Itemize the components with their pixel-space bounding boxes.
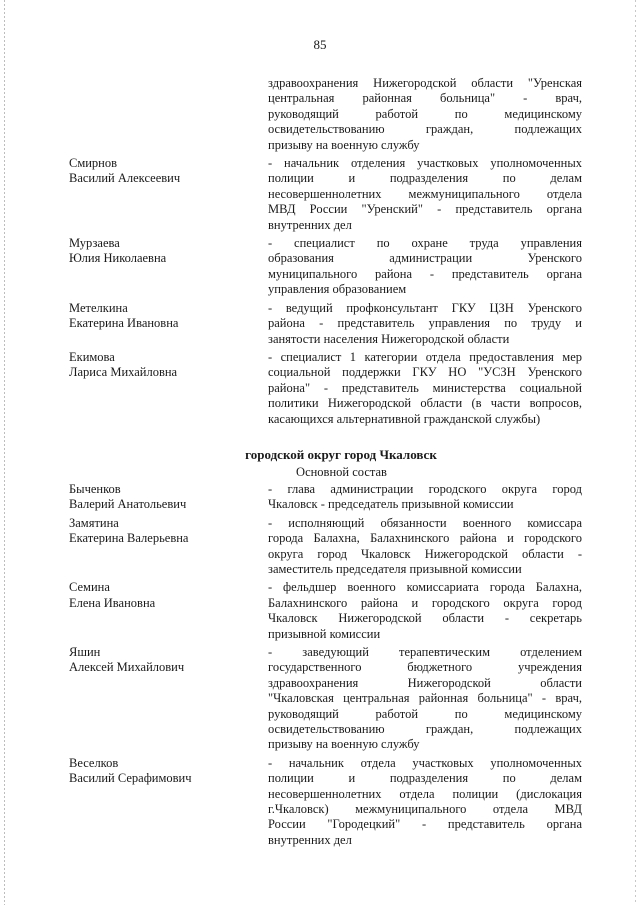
commission-list xyxy=(0,76,640,851)
role-text-line: внутренних дел xyxy=(268,217,352,232)
person-name xyxy=(0,580,268,642)
role-text-line: округа город Чкаловск Нижегородской области - xyxy=(268,546,582,561)
role-text-line: социальной поддержки ГКУ НО "УСЗН Уренского xyxy=(268,365,582,380)
commission-member xyxy=(0,482,640,513)
role-text-line: руководящий работой по медицинскому xyxy=(268,706,582,721)
role-text-line: касающихся альтернативной гражданской службы) xyxy=(268,411,541,426)
section-title: городской округ город Чкаловск xyxy=(245,446,437,462)
role-text-line: освидетельствованию граждан, подлежащих xyxy=(268,122,582,137)
person-role xyxy=(268,482,582,513)
role-text-line: образования администрации Уренского xyxy=(268,251,582,266)
role-text-line: несовершеннолетних межмуниципального отдела xyxy=(268,186,582,201)
block1-entries xyxy=(0,156,640,427)
role-text-line: - заведующий терапевтическим отделением xyxy=(268,645,582,659)
person-role xyxy=(268,580,582,642)
person-name xyxy=(0,156,268,233)
name-line: Веселков xyxy=(69,755,119,770)
role-text-line: муниципального района - представитель органа xyxy=(268,266,582,281)
person-role xyxy=(268,301,582,347)
name-line: Екимова xyxy=(69,349,115,364)
section2-entries xyxy=(0,482,640,848)
person-role xyxy=(268,76,582,153)
name-line: Быченков xyxy=(69,481,121,496)
commission-member xyxy=(0,156,640,233)
role-text-line: полиции и подразделения по делам xyxy=(268,771,582,786)
person-role xyxy=(268,156,582,233)
role-text-line: внутренних дел xyxy=(268,832,352,847)
person-role xyxy=(268,350,582,427)
person-name xyxy=(0,645,268,753)
role-text-line: несовершеннолетних отдела полиции (дислокация xyxy=(268,786,582,801)
person-name xyxy=(0,482,268,513)
person-name xyxy=(0,301,268,347)
section-subtitle: Основной состав xyxy=(296,464,387,479)
role-text-line: руководящий работой по медицинскому xyxy=(268,106,582,121)
role-text-line: - фельдшер военного комиссариата города Балахна, xyxy=(268,580,582,595)
name-line: Василий Серафимович xyxy=(69,771,192,786)
name-line: Екатерина Валерьевна xyxy=(69,531,189,546)
role-text-line: заместитель председателя призывной комиссии xyxy=(268,561,522,576)
role-text-line: - начальник отделения участковых уполномоченных xyxy=(268,156,582,171)
person-role xyxy=(268,236,582,298)
person-role xyxy=(268,516,582,578)
name-line: Алексей Михайлович xyxy=(69,660,185,675)
role-text-line: Чкаловск - председатель призывной комиссии xyxy=(268,497,514,512)
role-text-line: управления образованием xyxy=(268,282,407,297)
role-text-line: - ведущий профконсультант ГКУ ЦЗН Уренского xyxy=(268,300,582,315)
role-text-line: здравоохранения Нижегородской области "Уренская xyxy=(268,76,582,90)
role-text-line: государственного бюджетного учреждения xyxy=(268,660,582,675)
person-role xyxy=(268,645,582,753)
page-number: 85 xyxy=(313,37,327,52)
name-line: Смирнов xyxy=(69,156,118,171)
role-text-line: освидетельствованию граждан, подлежащих xyxy=(268,722,582,737)
role-text-line: политики Нижегородской области (в части вопросов, xyxy=(268,396,582,411)
person-name xyxy=(0,516,268,578)
name-line: Семина xyxy=(69,580,110,595)
role-text-line: Чкаловск Нижегородской области - секретарь xyxy=(268,611,582,626)
person-name xyxy=(0,236,268,298)
person-role xyxy=(268,756,582,848)
role-text-line: г.Чкаловск) межмуниципального отдела МВД xyxy=(268,802,582,817)
role-text-line: призыву на военную службу xyxy=(268,137,420,152)
role-text-line: Балахнинского района и городского округа город xyxy=(268,595,582,610)
role-text-line: - специалист по охране труда управления xyxy=(268,236,582,251)
role-text-line: призывной комиссии xyxy=(268,626,381,641)
person-name xyxy=(0,76,268,153)
role-text-line: "Чкаловская центральная районная больница" - врач, xyxy=(268,691,582,706)
name-line: Юлия Николаевна xyxy=(69,251,167,266)
role-text-line: здравоохранения Нижегородской области xyxy=(268,675,582,690)
commission-member xyxy=(0,516,640,578)
commission-member xyxy=(0,301,640,347)
name-line: Василий Алексеевич xyxy=(69,171,181,186)
commission-member xyxy=(0,580,640,642)
name-line: Лариса Михайловна xyxy=(69,365,178,380)
role-text-line: полиции и подразделения по делам xyxy=(268,171,582,186)
role-text-line: призыву на военную службу xyxy=(268,737,420,752)
name-line: Яшин xyxy=(69,645,101,659)
name-line: Замятина xyxy=(69,515,119,530)
person-name xyxy=(0,350,268,427)
name-line: Валерий Анатольевич xyxy=(69,497,187,512)
name-line: Мурзаева xyxy=(69,236,120,251)
commission-member xyxy=(0,645,640,753)
name-line: Метелкина xyxy=(69,300,128,315)
role-text-line: - исполняющий обязанности военного комиссара xyxy=(268,515,582,530)
name-line: Екатерина Ивановна xyxy=(69,316,179,331)
role-text-line: - специалист 1 категории отдела предоставления мер xyxy=(268,349,582,364)
role-text-line: МВД России "Уренский" - представитель органа xyxy=(268,202,582,217)
name-line: Елена Ивановна xyxy=(69,595,156,610)
role-text-line: занятости населения Нижегородской области xyxy=(268,331,510,346)
role-text-line: центральная районная больница" - врач, xyxy=(268,91,582,106)
person-name xyxy=(0,756,268,848)
commission-member xyxy=(0,756,640,848)
role-text-line: - глава администрации городского округа город xyxy=(268,481,582,496)
role-text-line: города Балахна, Балахнинского района и городского xyxy=(268,531,582,546)
role-text-line: России "Городецкий" - представитель органа xyxy=(268,817,582,832)
commission-member xyxy=(0,350,640,427)
role-text-line: - начальник отдела участковых уполномоченных xyxy=(268,755,582,770)
commission-member xyxy=(0,236,640,298)
role-text-line: района" - представитель министерства социальной xyxy=(268,380,582,395)
role-text-line: района - представитель управления по труду и xyxy=(268,316,582,331)
continuation-entry xyxy=(0,76,640,153)
